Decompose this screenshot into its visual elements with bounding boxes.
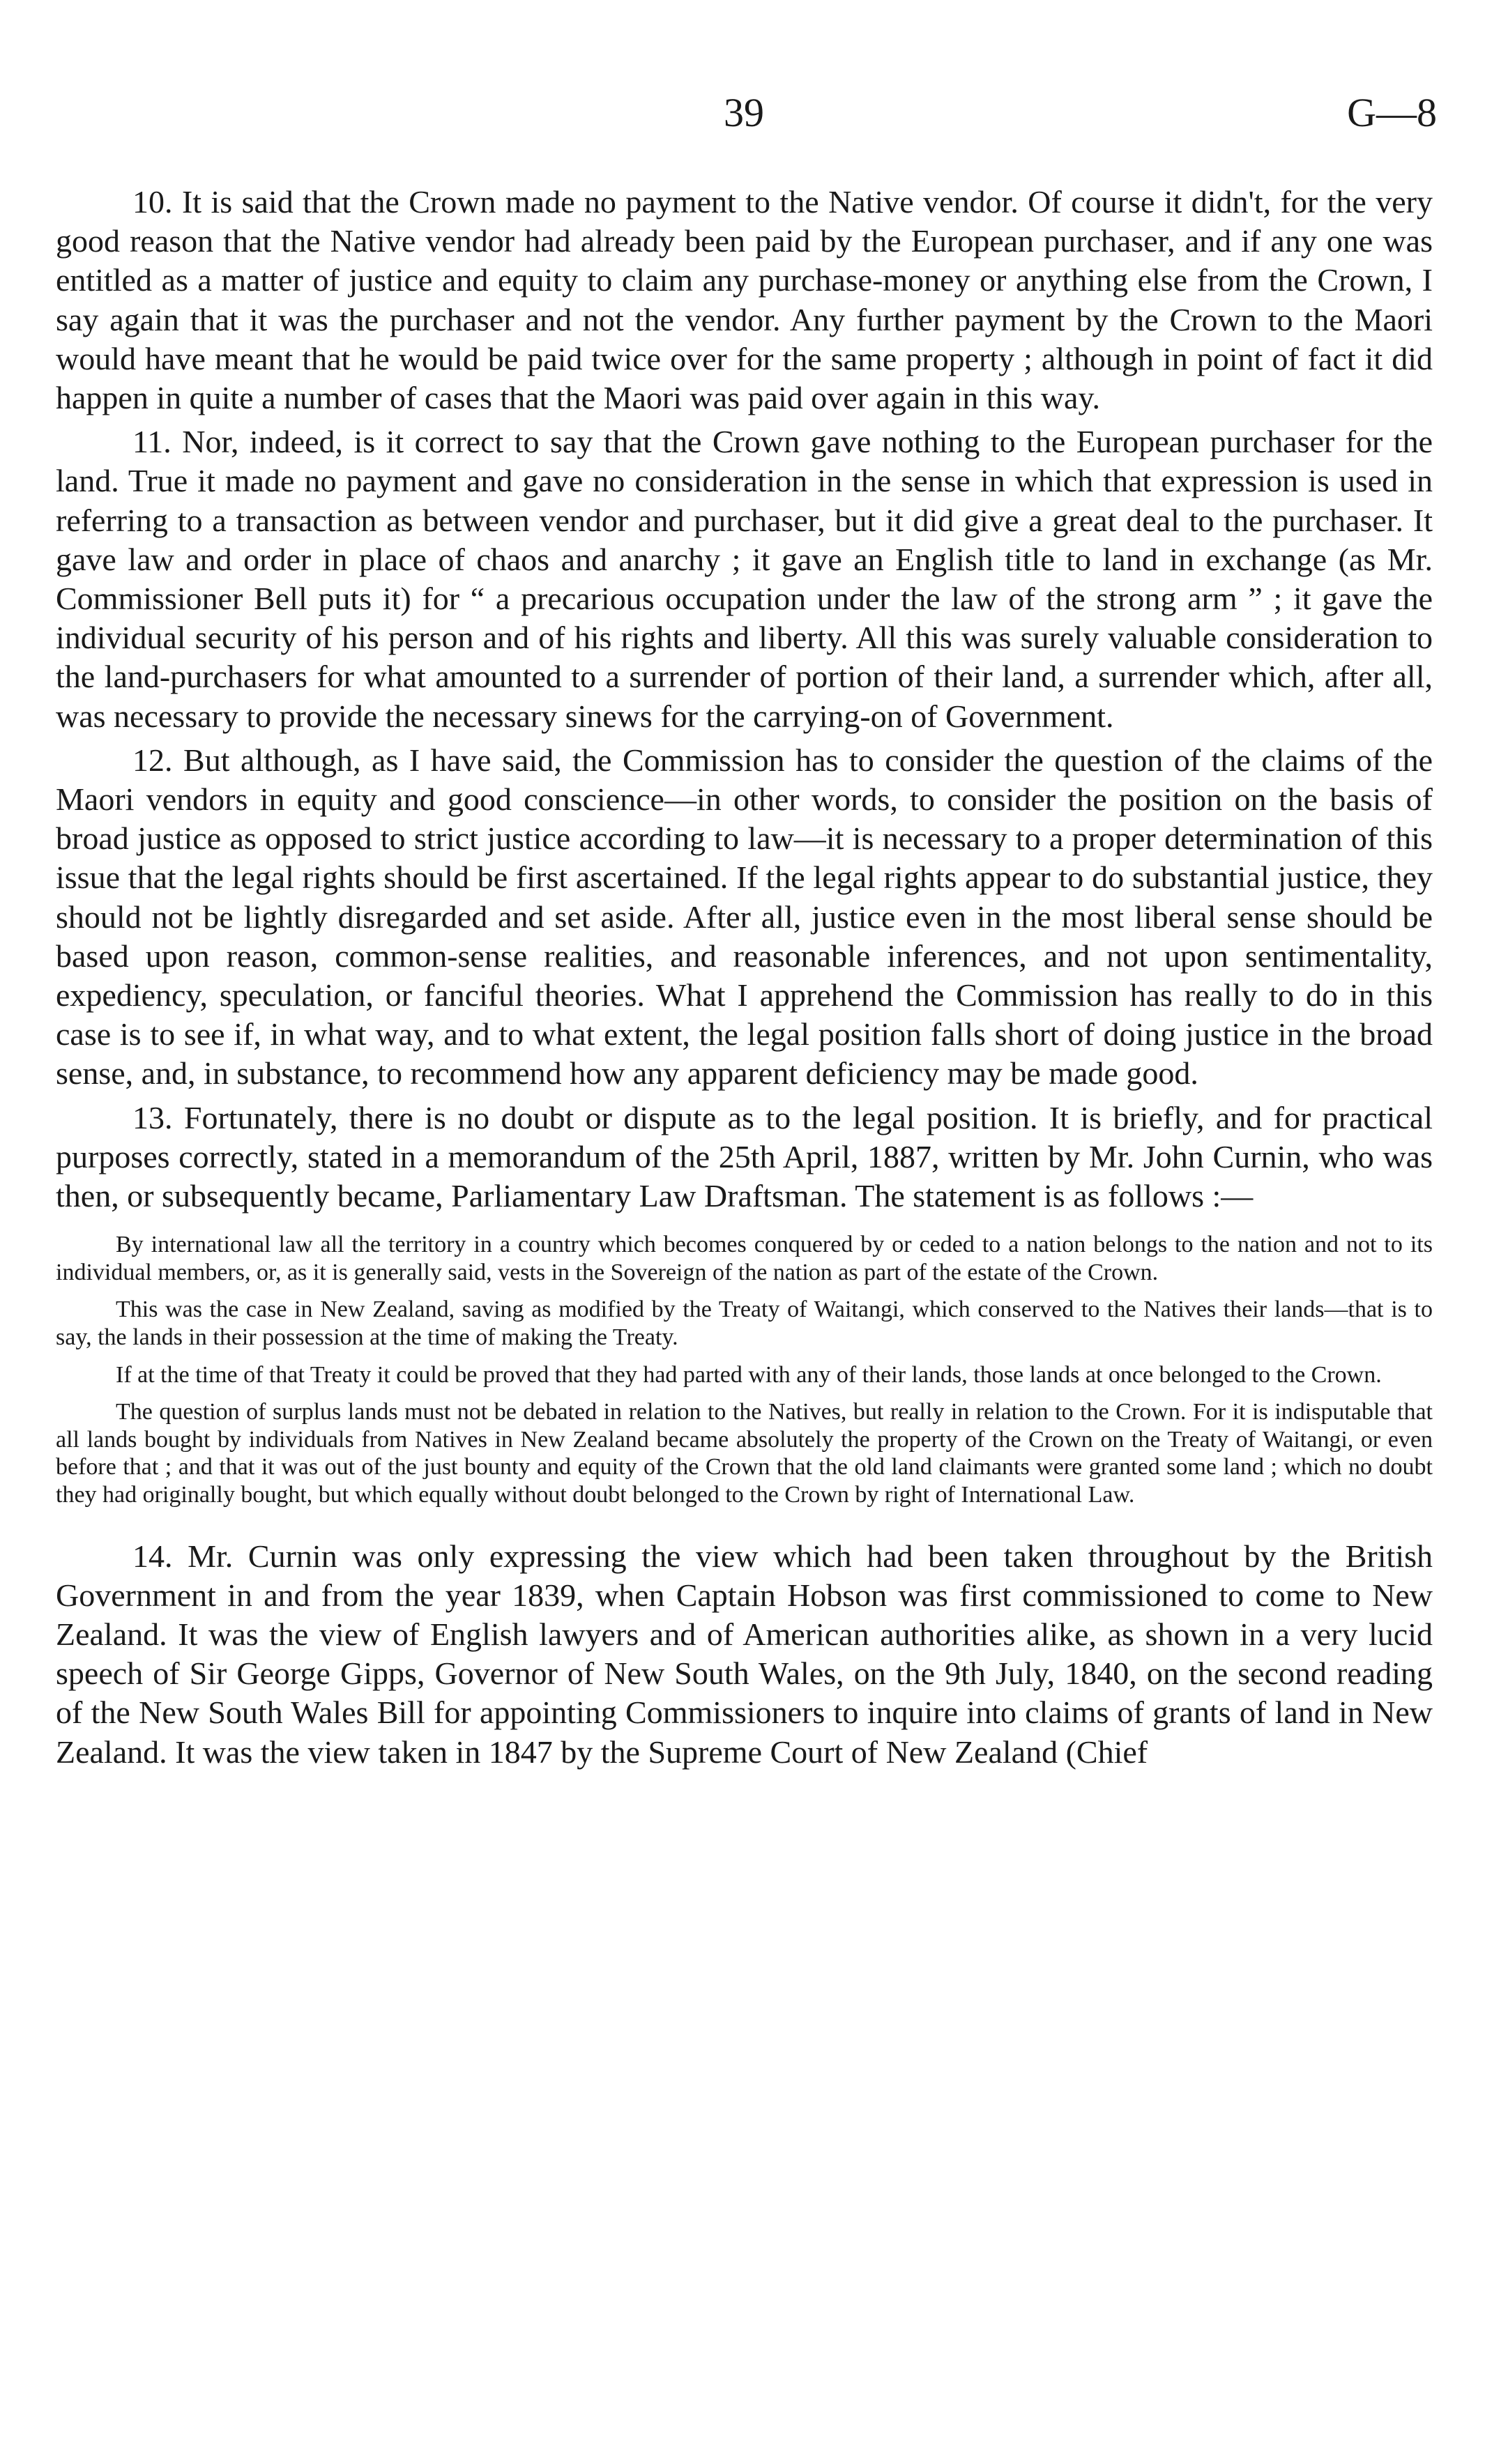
page-header xyxy=(0,89,1508,152)
paragraph-13: 13. Fortunately, there is no doubt or dispute as to the legal position. It is briefly, and for practical purposes correctly, stated in a memorandum of the 25th April, 1887, written by Mr. John Curnin, who was then, or subsequently became, Parliamentary Law Draftsman. The statement is as follows :— xyxy=(56,1099,1433,1214)
document-code: G—8 xyxy=(1347,90,1437,135)
paragraph-14: 14. Mr. Curnin was only expressing the view which had been taken throughout by the British Government in and from the year 1839, when Captain Hobson was first commissioned to come to New Zealand. It was the view of English lawyers and of American authorities alike, as shown in a very lucid speech of Sir George Gipps, Governor of New South Wales, on the 9th July, 1840, on the second reading of the New South Wales Bill for appointing Commissioners to inquire into claims of grants of land in New Zealand. It was the view taken in 1847 by the Supreme Court of New Zealand (Chief xyxy=(56,1538,1433,1770)
quote-paragraph: The question of surplus lands must not be debated in relation to the Natives, but really in relation to the Crown. For it is indisputable that all lands bought by individuals from Natives in New Zealand became absolutely the property of the Crown on the Treaty of Waitangi, or even before that ; and that it was out of the just bounty and equity of the Crown that the old land claimants were granted some land ; which no doubt they had originally bought, but which equally without doubt belonged to the Crown by right of International Law. xyxy=(56,1399,1433,1508)
page-body xyxy=(56,183,1433,1777)
block-quote xyxy=(56,1231,1433,1508)
quote-paragraph: If at the time of that Treaty it could be proved that they had parted with any of their lands, those lands at once belonged to the Crown. xyxy=(116,1361,1382,1388)
quote-paragraph: By international law all the territory in a country which becomes conquered by or ceded to a nation belongs to the nation and not to its individual members, or, as it is generally said, vests in the Sovereign of the nation as part of the estate of the Crown. xyxy=(56,1232,1433,1285)
page-number: 39 xyxy=(724,90,764,135)
paragraph-12: 12. But although, as I have said, the Commission has to consider the question of the claims of the Maori vendors in equity and good conscience—in other words, to consider the position on the basis of broad justice as opposed to strict justice according to law—it is necessary to a proper determination of this issue that the legal rights should be first ascertained. If the legal rights appear to do substantial justice, they should not be lightly disregarded and set aside. After all, justice even in the most liberal sense should be based upon reason, common-sense realities, and reasonable inferences, and not upon sentimentality, expediency, speculation, or fanciful theories. What I apprehend the Commission has really to do in this case is to see if, in what way, and to what extent, the legal position falls short of doing justice in the broad sense, and, in substance, to recommend how any apparent deficiency may be made good. xyxy=(56,742,1433,1092)
paragraph-10: 10. It is said that the Crown made no payment to the Native vendor. Of course it didn't, for the very good reason that the Native vendor had already been paid by the European purchaser, and if any one was entitled as a matter of justice and equity to claim any purchase-money or anything else from the Crown, I say again that it was the purchaser and not the vendor. Any further payment by the Crown to the Maori would have meant that he would be paid twice over for the same property ; although in point of fact it did happen in quite a number of cases that the Maori was paid over again in this way. xyxy=(56,184,1433,416)
paragraph-11: 11. Nor, indeed, is it correct to say that the Crown gave nothing to the European purchaser for the land. True it made no payment and gave no consideration in the sense in which that expression is used in referring to a transaction as between vendor and purchaser, but it did give a great deal to the purchaser. It gave law and order in place of chaos and anarchy ; it gave an English title to land in exchange (as Mr. Commissioner Bell puts it) for “ a precarious occupation under the law of the strong arm ” ; it gave the individual security of his person and of his rights and liberty. All this was surely valuable consideration to the land-purchasers for what amounted to a surrender of portion of their land, a surrender which, after all, was necessary to provide the necessary sinews for the carrying-on of Government. xyxy=(56,424,1433,734)
quote-paragraph: This was the case in New Zealand, saving as modified by the Treaty of Waitangi, which conserved to the Natives their lands—that is to say, the lands in their possession at the time of making the Treaty. xyxy=(56,1296,1433,1351)
